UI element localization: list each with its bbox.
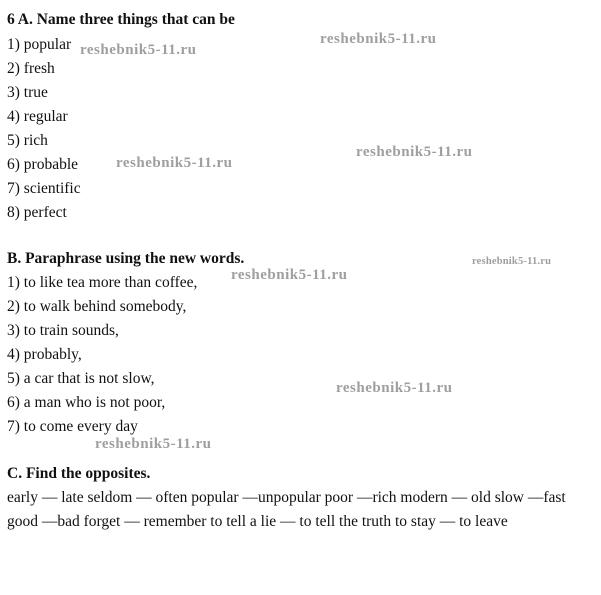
section-c-heading: C. Find the opposites. bbox=[7, 465, 151, 482]
section-a-item-6: 6) probable bbox=[7, 156, 79, 173]
section-a-item-1: 1) popular bbox=[7, 36, 72, 53]
section-b-item-2: 2) to walk behind somebody, bbox=[7, 298, 187, 315]
section-a-item-5: 5) rich bbox=[7, 132, 48, 149]
section-a-heading: 6 A. Name three things that can be bbox=[7, 11, 235, 28]
watermark: reshebnik5-11.ru bbox=[116, 155, 233, 171]
watermark: reshebnik5-11.ru bbox=[472, 256, 552, 267]
watermark: reshebnik5-11.ru bbox=[80, 42, 197, 58]
section-c-opposites-text: early — late seldom — often popular —unpopular poor —rich modern — old slow —fast good —bad forget — remember to tell a lie — to tell the truth to stay — to leave bbox=[7, 489, 566, 530]
section-a-item-8: 8) perfect bbox=[7, 204, 67, 221]
section-b-item-5: 5) a car that is not slow, bbox=[7, 370, 155, 387]
section-a-item-4: 4) regular bbox=[7, 108, 68, 125]
section-b-item-1: 1) to like tea more than coffee, bbox=[7, 274, 198, 291]
section-a-item-3: 3) true bbox=[7, 84, 48, 101]
section-b-item-6: 6) a man who is not poor, bbox=[7, 394, 166, 411]
section-a-item-2: 2) fresh bbox=[7, 60, 55, 77]
watermark: reshebnik5-11.ru bbox=[336, 380, 453, 396]
section-b-item-3: 3) to train sounds, bbox=[7, 322, 119, 339]
section-a-item-7: 7) scientific bbox=[7, 180, 81, 197]
watermark: reshebnik5-11.ru bbox=[356, 144, 473, 160]
section-b-item-7: 7) to come every day bbox=[7, 418, 138, 435]
section-b-heading: B. Paraphrase using the new words. bbox=[7, 250, 245, 267]
watermark: reshebnik5-11.ru bbox=[320, 31, 437, 47]
watermark: reshebnik5-11.ru bbox=[231, 267, 348, 283]
section-b-item-4: 4) probably, bbox=[7, 346, 82, 363]
watermark: reshebnik5-11.ru bbox=[95, 436, 212, 452]
